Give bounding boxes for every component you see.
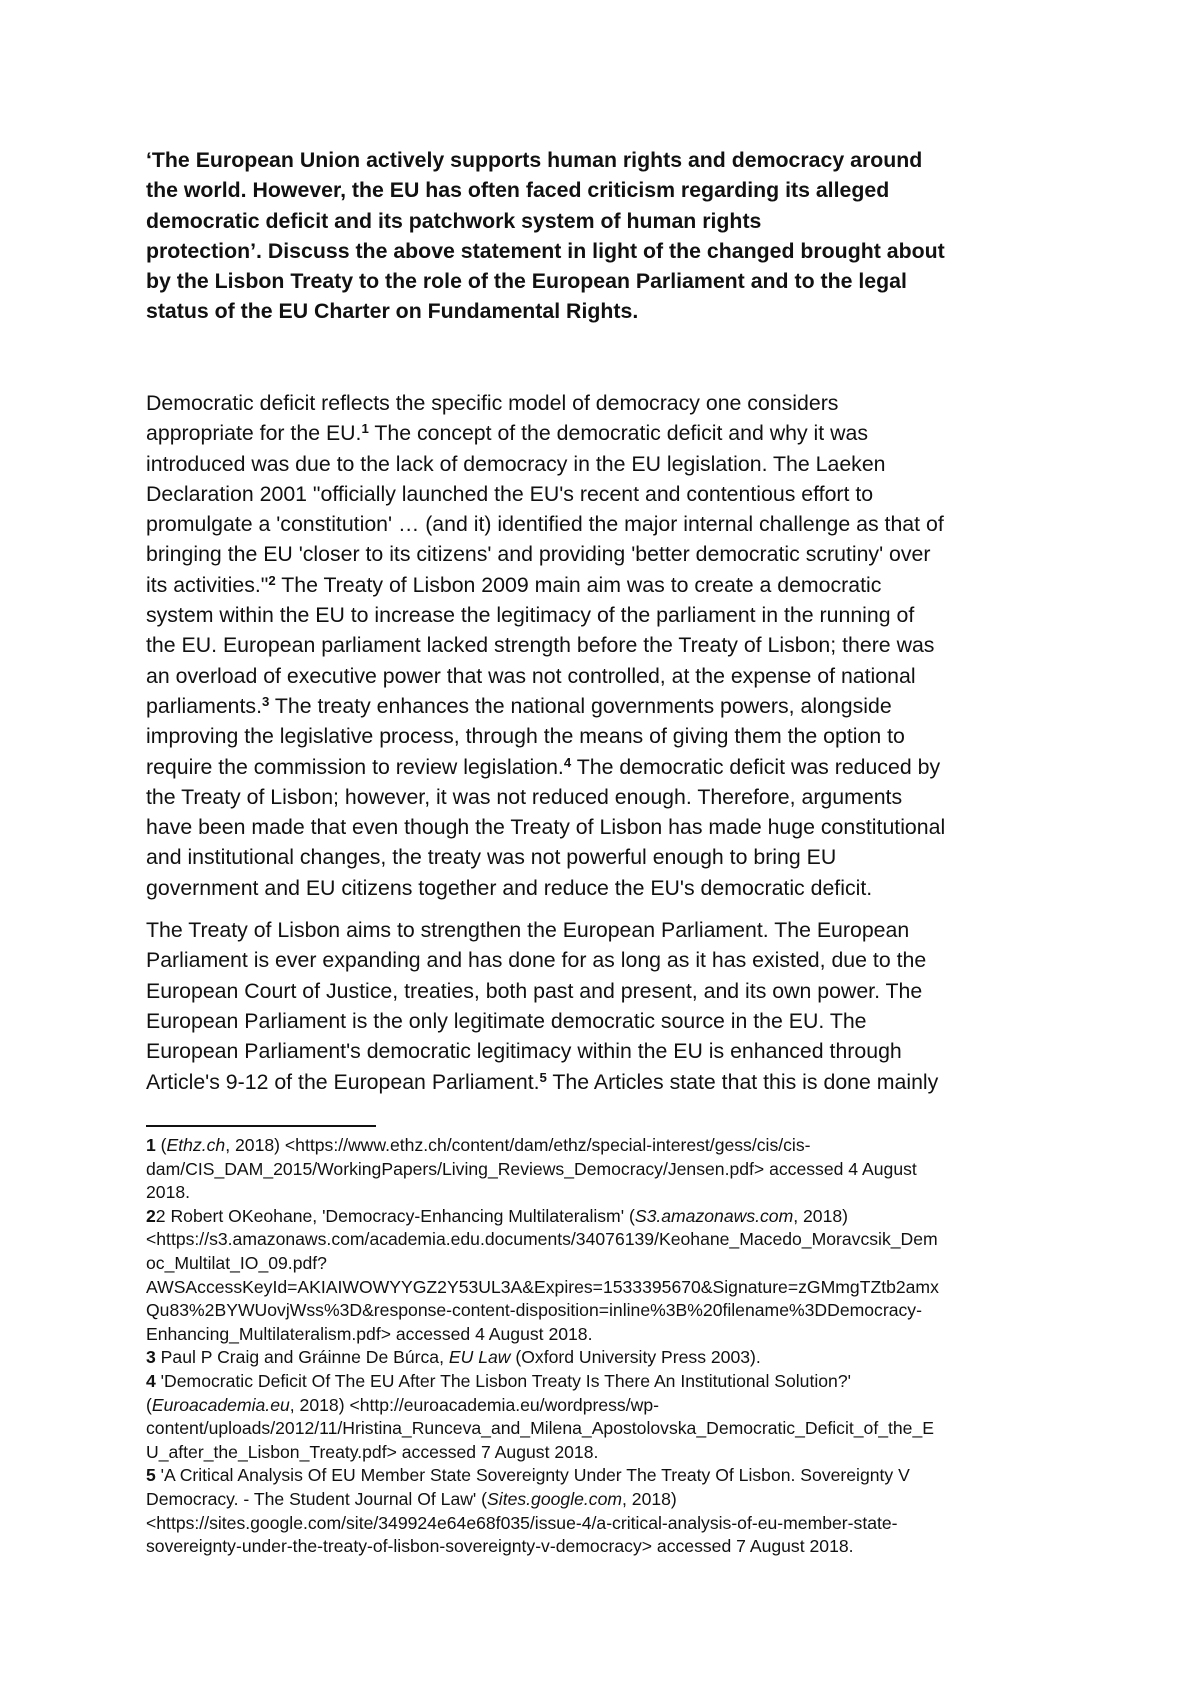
footnote-line [146, 1346, 1066, 1370]
footnote-text: 'Democratic Deficit Of The EU After The Lisbon Treaty Is There An Institutional Solution?' [155, 1370, 851, 1391]
footnote-text: ( [146, 1394, 152, 1415]
body-line [146, 691, 1066, 721]
footnote-source: EU Law [448, 1347, 511, 1368]
footnote-line [146, 1464, 1066, 1488]
footnote-text: Democracy. - The Student Journal Of Law' ( [146, 1488, 488, 1509]
footnote-text: , 2018) [793, 1205, 849, 1226]
footnote-line [146, 1394, 1066, 1418]
footnote-source: Sites.google.com [487, 1488, 623, 1509]
body-line: Democratic deficit reflects the specific model of democracy one considers [146, 391, 839, 415]
body-text: The concept of the democratic deficit and why it was [368, 421, 868, 446]
footnote-number[interactable]: 5 [146, 1465, 156, 1486]
heading-line: by the Lisbon Treaty to the role of the European Parliament and to the legal [146, 269, 907, 294]
footnote-line: <https://s3.amazonaws.com/academia.edu.documents/34076139/Keohane_Macedo_Moravcsik_Dem [146, 1229, 938, 1250]
footnote-line [146, 1205, 1066, 1229]
footnote-text: ( [155, 1135, 167, 1155]
body-line: the Treaty of Lisbon; however, it was not reduced enough. Therefore, arguments [146, 784, 903, 809]
footnote-text: Paul P Craig and Gráinne De Búrca, [155, 1347, 449, 1368]
footnote-ref-4[interactable]: 4 [563, 754, 572, 770]
footnote-2 [146, 1205, 1066, 1347]
body-line: bringing the EU 'closer to its citizens' and providing 'better democratic scrutiny' over [146, 542, 931, 567]
footnote-number[interactable]: 4 [146, 1370, 156, 1391]
footnote-line [146, 1370, 1066, 1394]
body-line: have been made that even though the Treaty of Lisbon has made huge constitutional [146, 815, 946, 840]
footnote-ref-5[interactable]: 5 [539, 1069, 547, 1085]
paragraph-democratic-deficit [146, 388, 1066, 903]
footnote-line [146, 1134, 1066, 1158]
footnote-5 [146, 1464, 1066, 1558]
footnote-ref-3[interactable]: 3 [262, 693, 270, 709]
body-text: The treaty enhances the national governments powers, alongside [269, 693, 892, 718]
body-line: Declaration 2001 "officially launched the EU's recent and contentious effort to [146, 481, 874, 506]
body-text: The democratic deficit was reduced by [571, 754, 941, 779]
footnote-text: 2 Robert OKeohane, 'Democracy-Enhancing Multilateralism' ( [155, 1205, 635, 1226]
footnote-line: 2018. [146, 1182, 191, 1203]
footnotes [146, 1134, 1066, 1559]
body-text: The Treaty of Lisbon 2009 main aim was to create a democratic [275, 572, 882, 597]
body-line: an overload of executive power that was not controlled, at the expense of national [146, 663, 916, 688]
footnote-ref-2[interactable]: 2 [268, 572, 276, 588]
body-line [146, 418, 1066, 448]
essay-body [146, 388, 1066, 1097]
heading-line: ‘The European Union actively supports human rights and democracy around [146, 148, 923, 172]
footnote-text: , 2018) [622, 1488, 677, 1509]
paragraph-treaty-of-lisbon [146, 915, 1066, 1097]
footnote-number[interactable]: 1 [146, 1135, 156, 1155]
body-line: promulgate a 'constitution' … (and it) identified the major internal challenge as that of [146, 512, 944, 537]
body-text: its activities." [146, 572, 269, 597]
footnote-source: S3.amazonaws.com [634, 1205, 794, 1226]
footnote-line: Enhancing_Multilateralism.pdf> accessed 4 August 2018. [146, 1323, 593, 1344]
footnote-line: U_after_the_Lisbon_Treaty.pdf> accessed 7 August 2018. [146, 1441, 599, 1462]
footnote-line: oc_Multilat_IO_09.pdf? [146, 1252, 327, 1273]
footnote-source: Euroacademia.eu [151, 1394, 290, 1415]
footnote-number[interactable]: 2 [146, 1205, 156, 1226]
footnote-line [146, 1488, 1066, 1512]
body-text: parliaments. [146, 693, 262, 718]
footnote-line: sovereignty-under-the-treaty-of-lisbon-sovereignty-v-democracy> accessed 7 August 2018. [146, 1536, 854, 1557]
footnote-text: , 2018) <http://euroacademia.eu/wordpress/wp- [289, 1394, 659, 1415]
footnote-separator [146, 1125, 376, 1127]
body-line: and institutional changes, the treaty was not powerful enough to bring EU [146, 845, 837, 870]
footnote-line: <https://sites.google.com/site/349924e64e68f035/issue-4/a-critical-analysis-of-eu-member-state- [146, 1512, 898, 1533]
footnote-line: dam/CIS_DAM_2015/WorkingPapers/Living_Reviews_Democracy/Jensen.pdf> accessed 4 August [146, 1158, 917, 1179]
heading-line: protection’. Discuss the above statement in light of the changed brought about [146, 238, 945, 263]
body-line [146, 570, 1066, 600]
body-line: European Court of Justice, treaties, both past and present, and its own power. The [146, 978, 923, 1003]
body-line [146, 1067, 1066, 1097]
heading-line: the world. However, the EU has often faced criticism regarding its alleged [146, 178, 890, 203]
footnote-line: AWSAccessKeyId=AKIAIWOWYYGZ2Y53UL3A&Expires=1533395670&Signature=zGMmgTZtb2amx [146, 1276, 939, 1297]
footnote-ref-1[interactable]: 1 [361, 421, 369, 437]
footnote-line: Qu83%2BYWUovjWss%3D&response-content-disposition=inline%3B%20filename%3DDemocracy- [146, 1300, 922, 1321]
body-text: appropriate for the EU. [146, 421, 362, 446]
footnote-text: 'A Critical Analysis Of EU Member State Sovereignty Under The Treaty Of Lisbon. Sovereignty V [155, 1465, 910, 1486]
footnote-source: Ethz.ch [166, 1135, 226, 1155]
body-line: introduced was due to the lack of democracy in the EU legislation. The Laeken [146, 451, 886, 476]
body-line: Parliament is ever expanding and has done for as long as it has existed, due to the [146, 948, 927, 973]
body-line: European Parliament is the only legitimate democratic source in the EU. The [146, 1008, 867, 1033]
footnote-line: content/uploads/2012/11/Hristina_Runceva_and_Milena_Apostolovska_Democratic_Deficit_of_the_E [146, 1418, 934, 1439]
body-text: Article's 9-12 of the European Parliament. [146, 1069, 540, 1094]
body-line [146, 752, 1066, 782]
body-text: The Articles state that this is done mainly [546, 1069, 939, 1094]
body-line: improving the legislative process, through the means of giving them the option to [146, 724, 905, 749]
footnote-3 [146, 1346, 1066, 1370]
body-line: the EU. European parliament lacked strength before the Treaty of Lisbon; there was [146, 633, 935, 658]
essay-question-heading [146, 145, 1066, 327]
footnote-number[interactable]: 3 [146, 1347, 156, 1368]
footnote-text: (Oxford University Press 2003). [510, 1347, 761, 1368]
body-line: system within the EU to increase the legitimacy of the parliament in the running of [146, 603, 915, 628]
footnote-4 [146, 1370, 1066, 1464]
footnote-text: , 2018) <https://www.ethz.ch/content/dam/ethz/special-interest/gess/cis/cis- [225, 1135, 811, 1155]
body-line: government and EU citizens together and reduce the EU's democratic deficit. [146, 875, 873, 900]
body-line: The Treaty of Lisbon aims to strengthen the European Parliament. The European [146, 918, 910, 943]
footnote-1 [146, 1134, 1066, 1205]
body-line: European Parliament's democratic legitimacy within the EU is enhanced through [146, 1039, 902, 1064]
heading-line: status of the EU Charter on Fundamental Rights. [146, 299, 639, 324]
body-text: require the commission to review legislation. [146, 754, 564, 779]
heading-line: democratic deficit and its patchwork system of human rights [146, 208, 762, 233]
